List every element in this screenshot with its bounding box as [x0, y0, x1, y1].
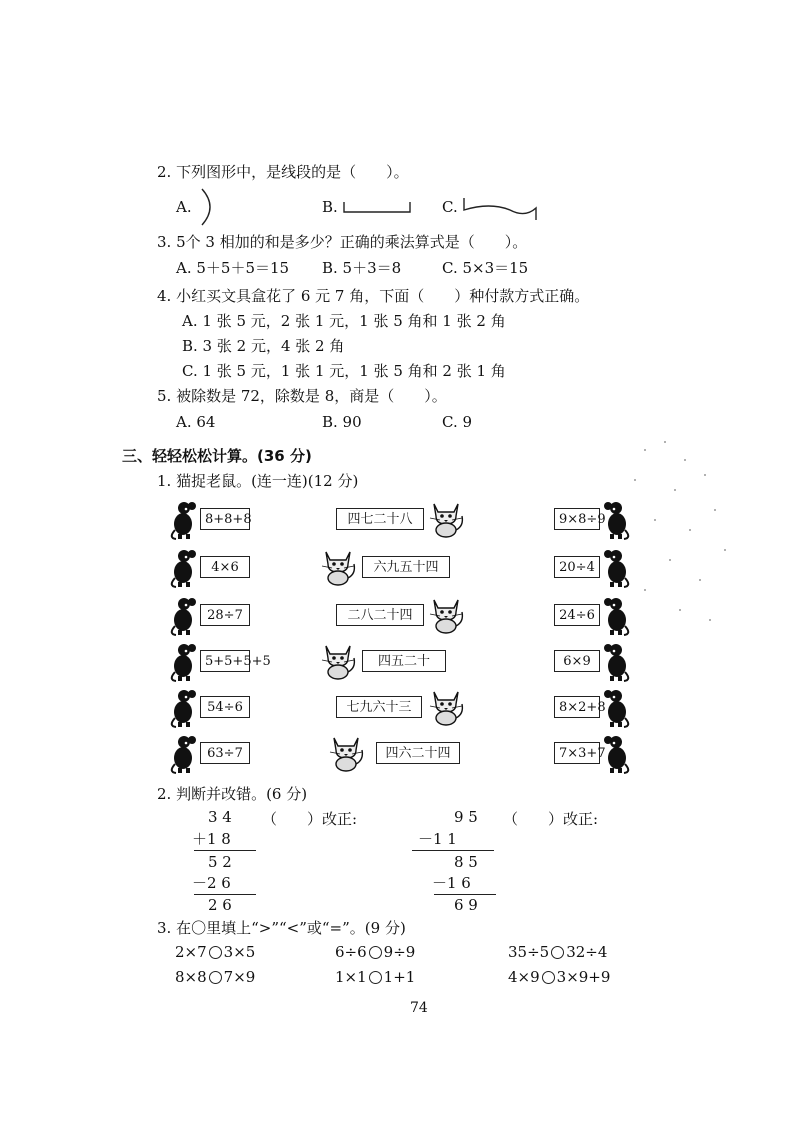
- calc-a-row3: 5 2: [208, 853, 232, 871]
- right-expression-box: 20÷4: [554, 556, 600, 578]
- mouse-icon: [602, 548, 634, 588]
- calc-a-rule-1: [194, 850, 256, 851]
- q2-option-b: B.: [322, 198, 338, 216]
- compare-left: 6÷6: [335, 943, 367, 961]
- mouse-icon: [166, 688, 198, 728]
- page-number: 74: [410, 1000, 428, 1016]
- compare-left: 1×1: [335, 968, 367, 986]
- q3-option-b: B. 5＋3＝8: [322, 259, 402, 277]
- calc-a-answer-paren: （ ）改正:: [262, 810, 358, 828]
- mouse-icon: [602, 688, 634, 728]
- left-expression-box: 28÷7: [200, 604, 250, 626]
- multiplication-rhyme-box: 四六二十四: [376, 742, 460, 764]
- left-expression-box: 4×6: [200, 556, 250, 578]
- answer-circle-blank[interactable]: [542, 971, 555, 984]
- section-3-sub1: 1. 猫捉老鼠。(连一连)(12 分): [157, 472, 359, 490]
- q2-option-c: C.: [442, 198, 458, 216]
- left-expression-box: 8+8+8: [200, 508, 250, 530]
- compare-left: 35÷5: [508, 943, 550, 961]
- mouse-icon: [166, 642, 198, 682]
- mouse-icon: [166, 734, 198, 774]
- scan-speckle-decoration: [615, 430, 765, 630]
- q4-option-b: B. 3 张 2 元，4 张 2 角: [182, 337, 345, 355]
- compare-item: [175, 942, 255, 962]
- answer-circle-blank[interactable]: [369, 946, 382, 959]
- q2-option-a: A.: [176, 198, 192, 216]
- mouse-icon: [602, 642, 634, 682]
- calc-b-row3: 8 5: [454, 853, 478, 871]
- right-expression-box: 7×3+7: [554, 742, 600, 764]
- compare-item: [508, 942, 607, 962]
- calc-b-row4: －1 6: [432, 874, 471, 892]
- curve-figure-a: [196, 187, 216, 227]
- left-expression-box: 63÷7: [200, 742, 250, 764]
- compare-right: 9÷9: [383, 943, 416, 961]
- mouse-icon: [166, 500, 198, 540]
- right-expression-box: 9×8÷9: [554, 508, 600, 530]
- compare-left: 2×7: [175, 943, 207, 961]
- section-3-title: 三、轻轻松松计算。(36 分): [122, 447, 312, 465]
- q5-option-c: C. 9: [442, 413, 473, 431]
- q5-stem: 5. 被除数是 72，除数是 8，商是（ ）。: [157, 387, 447, 405]
- calc-b-row1: 9 5: [454, 808, 478, 826]
- q4-stem: 4. 小红买文具盒花了 6 元 7 角，下面（ ）种付款方式正确。: [157, 287, 590, 305]
- calc-a-row5: 2 6: [208, 896, 232, 914]
- mouse-icon: [166, 548, 198, 588]
- multiplication-rhyme-box: 二八二十四: [336, 604, 424, 626]
- calc-b-rule-1: [412, 850, 494, 851]
- right-expression-box: 6×9: [554, 650, 600, 672]
- right-expression-box: 24÷6: [554, 604, 600, 626]
- mouse-icon: [602, 500, 634, 540]
- calc-a-rule-2: [194, 894, 256, 895]
- cat-icon: [426, 686, 466, 726]
- q4-option-c: C. 1 张 5 元，1 张 1 元，1 张 5 角和 2 张 1 角: [182, 362, 506, 380]
- answer-circle-blank[interactable]: [551, 946, 564, 959]
- right-expression-box: 8×2+8: [554, 696, 600, 718]
- compare-right: 1+1: [383, 968, 416, 986]
- section-3-sub3: 3. 在〇里填上“>”“<”或“=”。(9 分): [157, 919, 406, 937]
- segment-figure-b: [340, 196, 415, 218]
- section-3-sub2: 2. 判断并改错。(6 分): [157, 785, 308, 803]
- calc-b-row5: 6 9: [454, 896, 478, 914]
- answer-circle-blank[interactable]: [369, 971, 382, 984]
- compare-left: 4×9: [508, 968, 540, 986]
- q5-option-a: A. 64: [176, 413, 216, 431]
- q3-option-c: C. 5×3＝15: [442, 259, 529, 277]
- calc-a-row2: ＋1 8: [192, 830, 231, 848]
- compare-item: [335, 942, 415, 962]
- multiplication-rhyme-box: 四五二十: [362, 650, 446, 672]
- mouse-icon: [602, 596, 634, 636]
- q2-stem: 2. 下列图形中，是线段的是（ ）。: [157, 163, 409, 181]
- q3-stem: 3. 5个 3 相加的和是多少？正确的乘法算式是（ ）。: [157, 233, 528, 251]
- cat-icon: [426, 498, 466, 538]
- multiplication-rhyme-box: 六九五十四: [362, 556, 450, 578]
- curve-figure-c: [460, 194, 540, 224]
- multiplication-rhyme-box: 七九六十三: [336, 696, 422, 718]
- mouse-icon: [166, 596, 198, 636]
- left-expression-box: 54÷6: [200, 696, 250, 718]
- cat-icon: [326, 732, 366, 772]
- compare-right: 32÷4: [566, 943, 608, 961]
- compare-right: 3×9+9: [556, 968, 611, 986]
- q3-option-a: A. 5＋5＋5＝15: [176, 259, 290, 277]
- cat-icon: [318, 640, 358, 680]
- compare-item: [335, 967, 415, 987]
- calc-b-answer-paren: （ ）改正:: [503, 810, 599, 828]
- cat-icon: [318, 546, 358, 586]
- calc-b-rule-2: [434, 894, 496, 895]
- q4-option-a: A. 1 张 5 元，2 张 1 元，1 张 5 角和 1 张 2 角: [182, 312, 506, 330]
- answer-circle-blank[interactable]: [209, 971, 222, 984]
- calc-b-row2: －1 1: [418, 830, 457, 848]
- cat-icon: [426, 594, 466, 634]
- compare-item: [175, 967, 255, 987]
- q5-option-b: B. 90: [322, 413, 362, 431]
- compare-item: [508, 967, 610, 987]
- compare-right: 7×9: [223, 968, 256, 986]
- calc-a-row4: －2 6: [192, 874, 231, 892]
- mouse-icon: [602, 734, 634, 774]
- left-expression-box: 5+5+5+5: [200, 650, 250, 672]
- multiplication-rhyme-box: 四七二十八: [336, 508, 424, 530]
- compare-right: 3×5: [223, 943, 256, 961]
- calc-a-row1: 3 4: [208, 808, 232, 826]
- compare-left: 8×8: [175, 968, 207, 986]
- answer-circle-blank[interactable]: [209, 946, 222, 959]
